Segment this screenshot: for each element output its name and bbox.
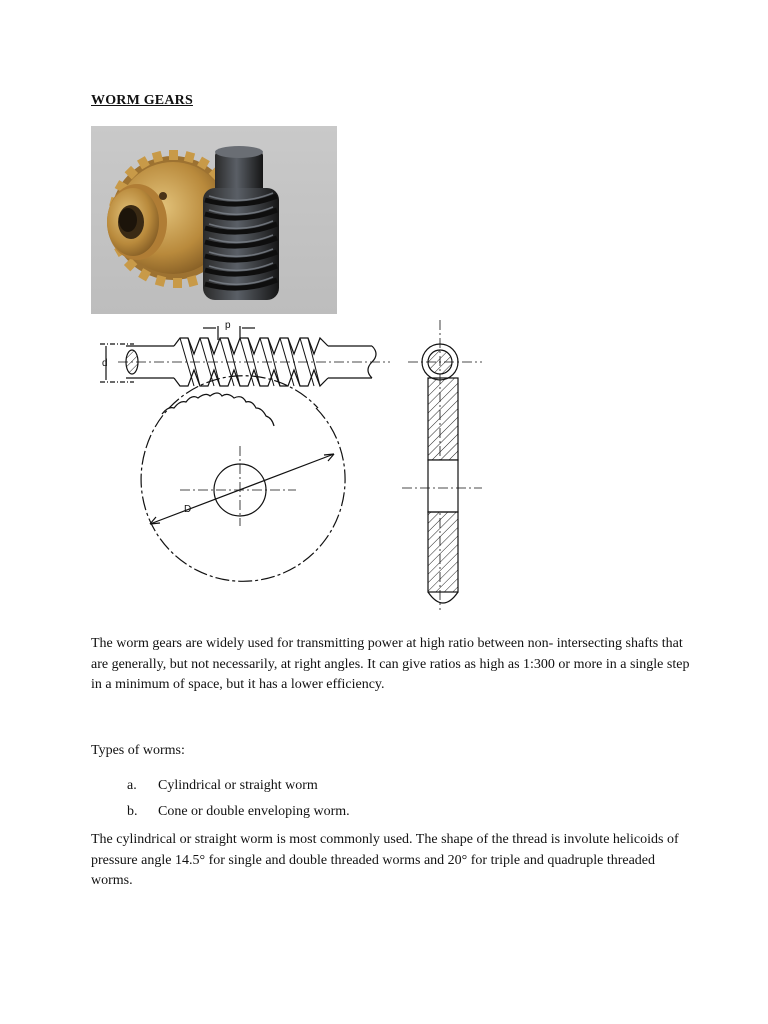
- types-heading: Types of worms:: [91, 743, 185, 758]
- list-marker: b.: [127, 804, 138, 819]
- list-item: [91, 776, 350, 802]
- worm-description-paragraph: The cylindrical or straight worm is most commonly used. The shape of the thread is involute helicoids of pressure angle 14.5° for single and double threaded worms and 20° for triple and quadruple threaded worms.: [91, 832, 679, 889]
- list-item-text: Cone or double enveloping worm.: [158, 804, 350, 819]
- wheel-diameter-label: D: [184, 504, 192, 515]
- list-item-text: Cylindrical or straight worm: [158, 778, 318, 793]
- worm-gear-photo-icon: [91, 126, 337, 314]
- page-title: WORM GEARS: [91, 93, 193, 108]
- list-item: [91, 802, 350, 828]
- worm-diameter-label: d: [102, 358, 108, 369]
- intro-paragraph: The worm gears are widely used for transmitting power at high ratio between non- intersecting shafts that are generally, but not necessarily, at right angles. It can give ratios as high as 1:300 or more in a single step in a minimum of space, but it has a lower efficiency.: [91, 636, 690, 693]
- list-marker: a.: [127, 778, 137, 793]
- types-list: [91, 776, 350, 828]
- pitch-label: p: [225, 320, 231, 331]
- worm-gear-drawing-icon: [90, 318, 490, 610]
